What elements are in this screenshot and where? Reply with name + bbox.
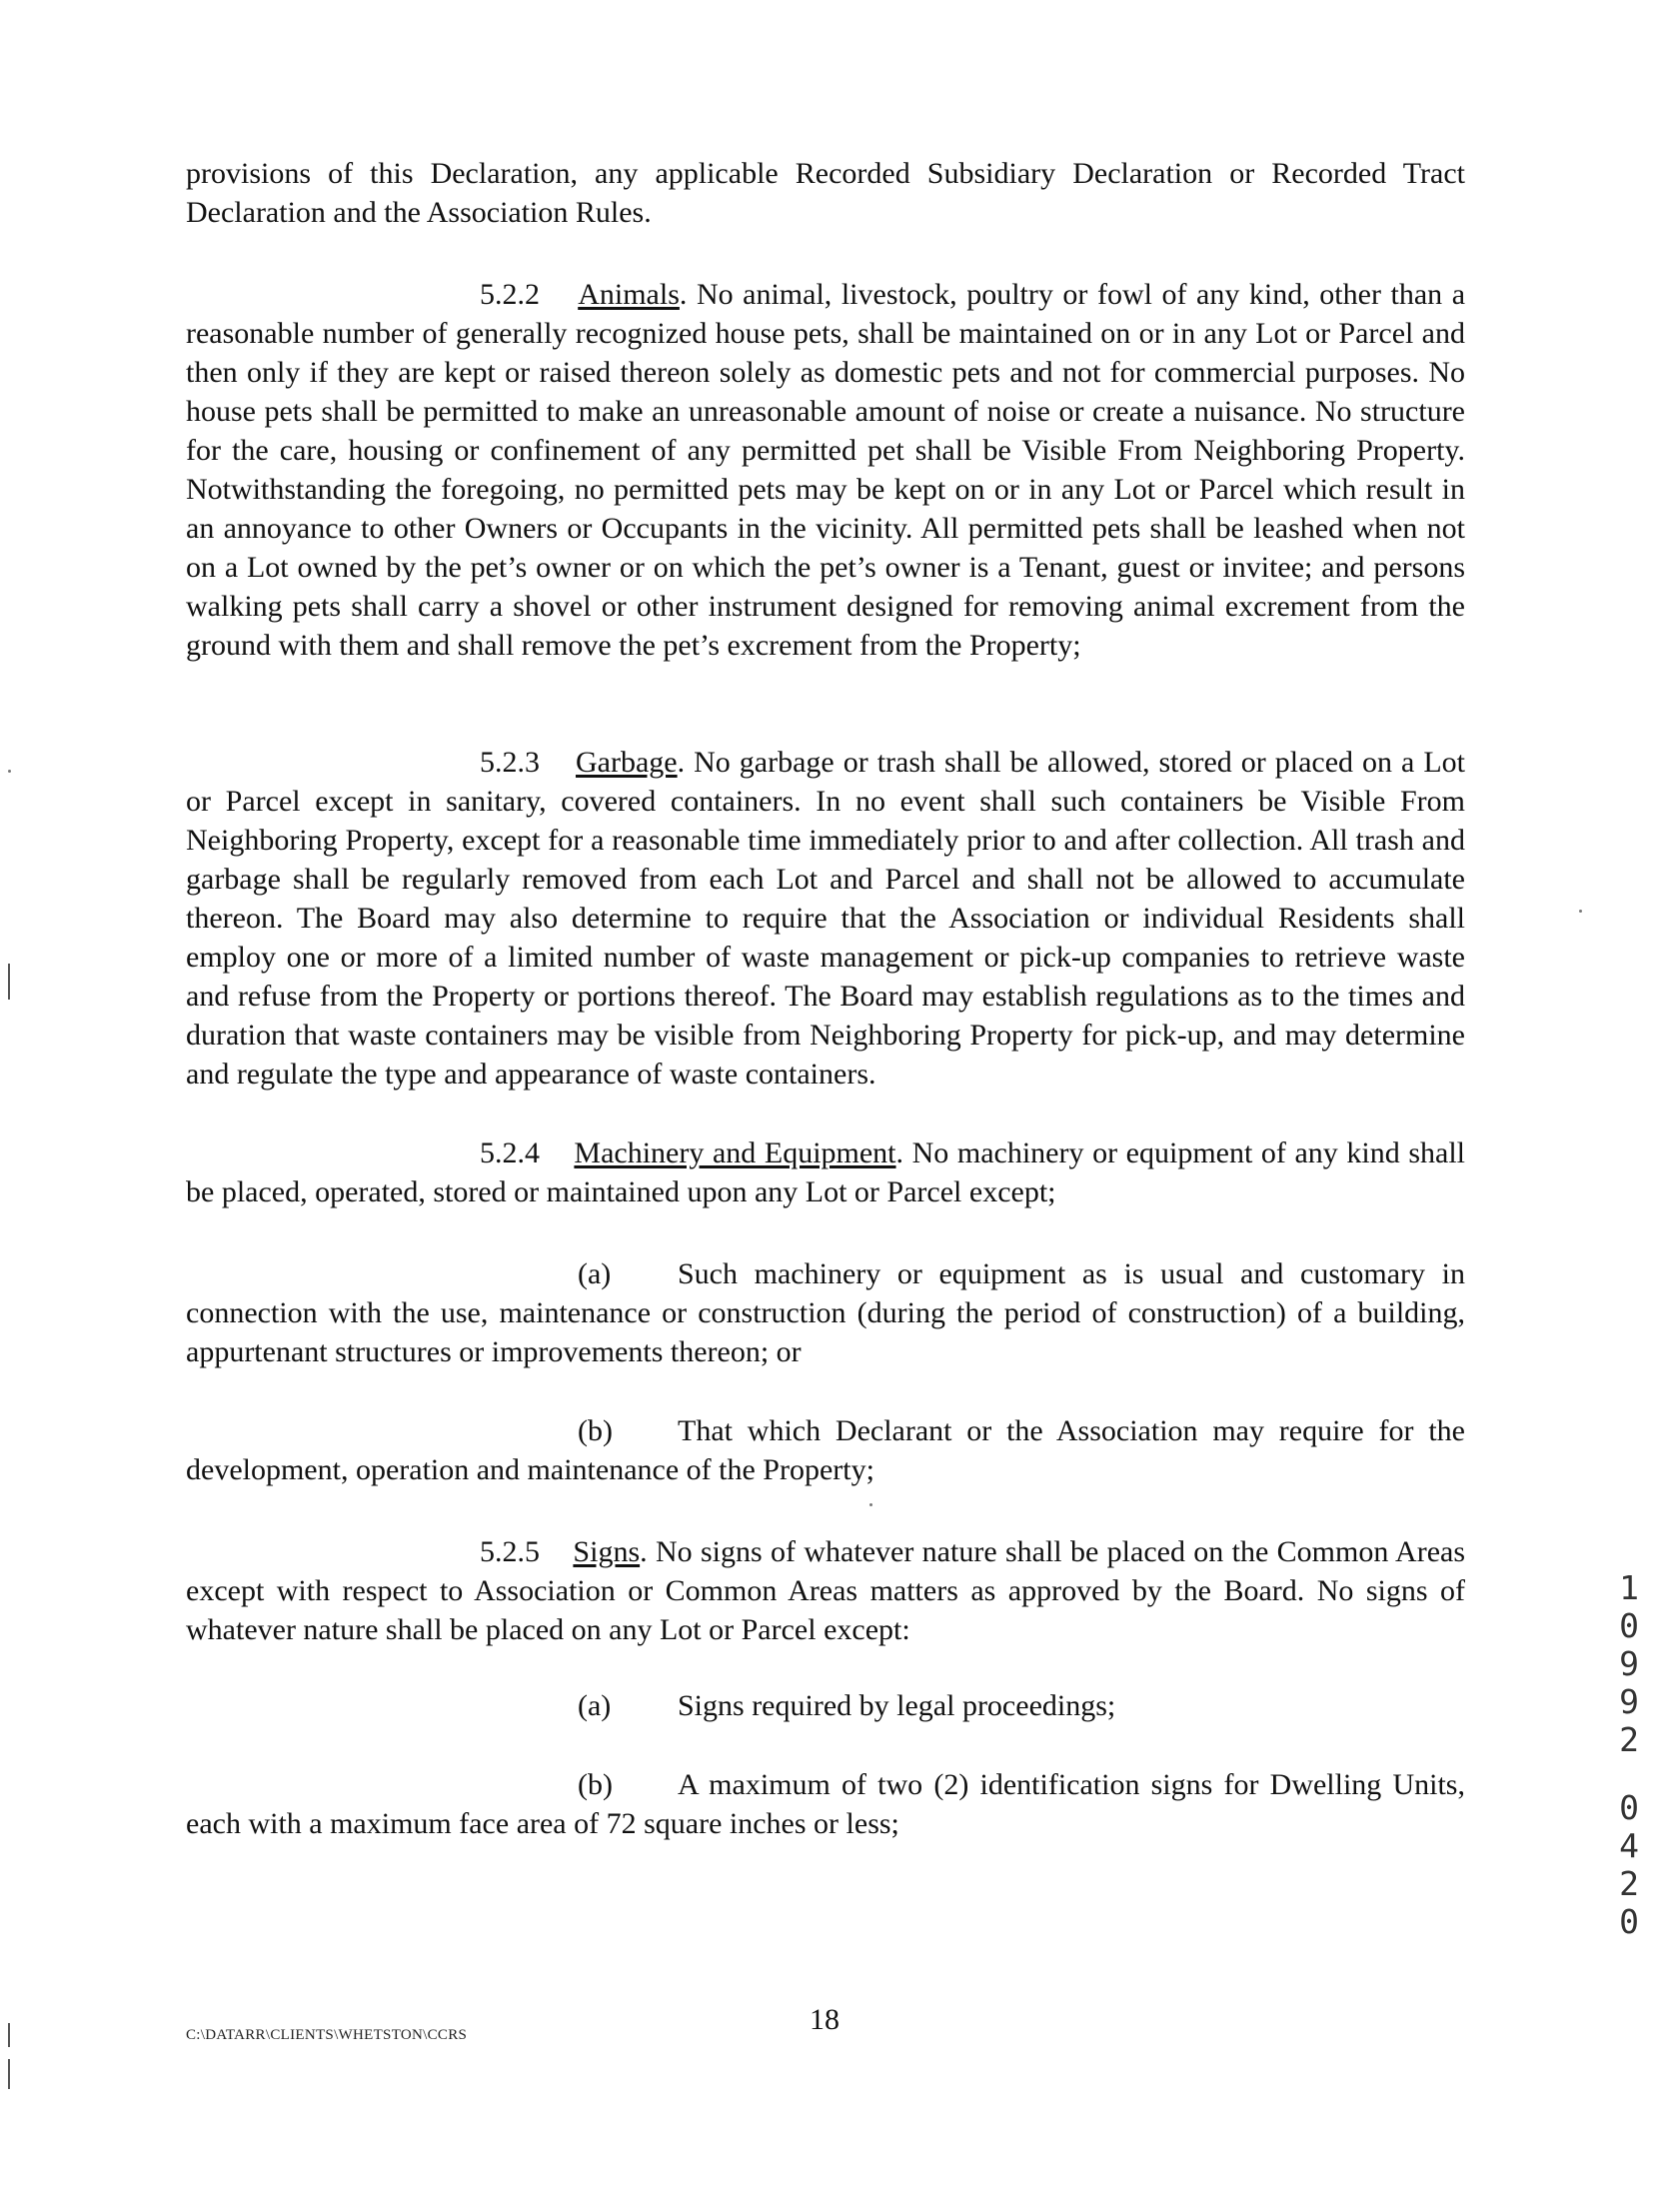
section-heading: Garbage [576, 746, 678, 779]
item-text: A maximum of two (2) identification signs for Dwelling Units, each with a maximum face area of 72 square inches or less; [186, 1768, 1465, 1840]
stamp-digit: 2 [1619, 1720, 1639, 1759]
section-5-2-4 [186, 1133, 1465, 1211]
section-5-2-5-b [186, 1765, 1465, 1843]
stamp-gap [1609, 1759, 1649, 1789]
intro-text: provisions of this Declaration, any applicable Recorded Subsidiary Declaration or Recorded Tract Declaration and the Association Rules. [186, 157, 1465, 229]
item-label: (a) [578, 1689, 612, 1722]
section-number: 5.2.2 [480, 278, 540, 311]
section-body: . No garbage or trash shall be allowed, stored or placed on a Lot or Parcel except in sanitary, covered containers. In no event shall such containers be Visible From Neighboring Property, except for a reasonable time immediately prior to and after collection. All trash and garbage shall be regularly removed from each Lot and Parcel and shall not be allowed to accumulate thereon. The Board may also determine to require that the Association or individual Residents shall employ one or more of a limited number of waste management or pick-up companies to retrieve waste and refuse from the Property or portions thereof. The Board may establish regulations as to the times and duration that waste containers may be visible from Neighboring Property for pick-up, and may determine and regulate the type and appearance of waste containers. [186, 746, 1465, 1091]
section-body: . No animal, livestock, poultry or fowl of any kind, other than a reasonable number of generally recognized house pets, shall be maintained on or in any Lot or Parcel and then only if they are kept or raised thereon solely as domestic pets and not for commercial purposes. No house pets shall be permitted to make an unreasonable amount of noise or create a nuisance. No structure for the care, housing or confinement of any permitted pet shall be Visible From Neighboring Property. Notwithstanding the foregoing, no permitted pets may be kept on or in any Lot or Parcel which result in an annoyance to other Owners or Occupants in the vicinity. All permitted pets shall be leashed when not on a Lot owned by the pet’s owner or on which the pet’s owner is a Tenant, guest or invitee; and persons walking pets shall carry a shovel or other instrument designed for removing animal excrement from the ground with them and shall remove the pet’s excrement from the Property; [186, 278, 1466, 662]
section-heading: Animals [578, 278, 680, 311]
section-5-2-5 [186, 1532, 1465, 1649]
section-body: . No signs of whatever nature shall be placed on the Common Areas except with respect to Association or Common Areas matters as approved by the Board. No signs of whatever nature shall be placed on any Lot or Parcel except: [186, 1535, 1466, 1646]
section-number: 5.2.5 [480, 1535, 540, 1568]
stamp-digit: 0 [1619, 1606, 1639, 1645]
section-5-2-4-a [186, 1254, 1465, 1371]
stamp-digit: 1 [1619, 1568, 1639, 1607]
stamp-digit: 4 [1619, 1826, 1639, 1865]
section-5-2-5-a [186, 1686, 1465, 1725]
section-heading: Machinery and Equipment [574, 1136, 896, 1169]
stamp-digit: 9 [1619, 1682, 1639, 1721]
item-text: Signs required by legal proceedings; [678, 1689, 1116, 1722]
section-5-2-2 [186, 275, 1465, 665]
file-path-footer: C:\DATARR\CLIENTS\WHETSTON\CCRS [186, 2027, 468, 2043]
scan-artifact [8, 770, 11, 773]
scan-artifact [8, 964, 10, 1000]
stamp-digit: 0 [1619, 1902, 1639, 1941]
item-text: Such machinery or equipment as is usual and customary in connection with the use, maintenance or construction (during the period of construction) of a building, appurtenant structures or improvements thereon; or [186, 1257, 1465, 1368]
section-number: 5.2.4 [480, 1136, 540, 1169]
scan-artifact [8, 2059, 10, 2089]
section-number: 5.2.3 [480, 746, 540, 779]
scan-artifact [8, 2023, 10, 2047]
scan-artifact [1579, 910, 1582, 913]
stamp-digit: 0 [1619, 1788, 1639, 1827]
item-text: That which Declarant or the Association may require for the development, operation and maintenance of the Property; [186, 1414, 1465, 1486]
stamp-digit: 2 [1619, 1864, 1639, 1903]
stamp-digit: 9 [1619, 1644, 1639, 1683]
section-body: . No machinery or equipment of any kind shall be placed, operated, stored or maintained upon any Lot or Parcel except; [186, 1136, 1465, 1208]
intro-paragraph [186, 154, 1465, 232]
page-number: 18 [810, 2003, 840, 2036]
section-5-2-4-b [186, 1411, 1465, 1489]
section-heading: Signs [573, 1535, 641, 1568]
item-label: (a) [578, 1257, 612, 1290]
section-5-2-3 [186, 743, 1465, 1094]
item-label: (b) [578, 1414, 613, 1447]
recorder-stamp [1609, 1569, 1649, 1941]
scan-artifact [869, 1503, 872, 1506]
item-label: (b) [578, 1768, 613, 1801]
